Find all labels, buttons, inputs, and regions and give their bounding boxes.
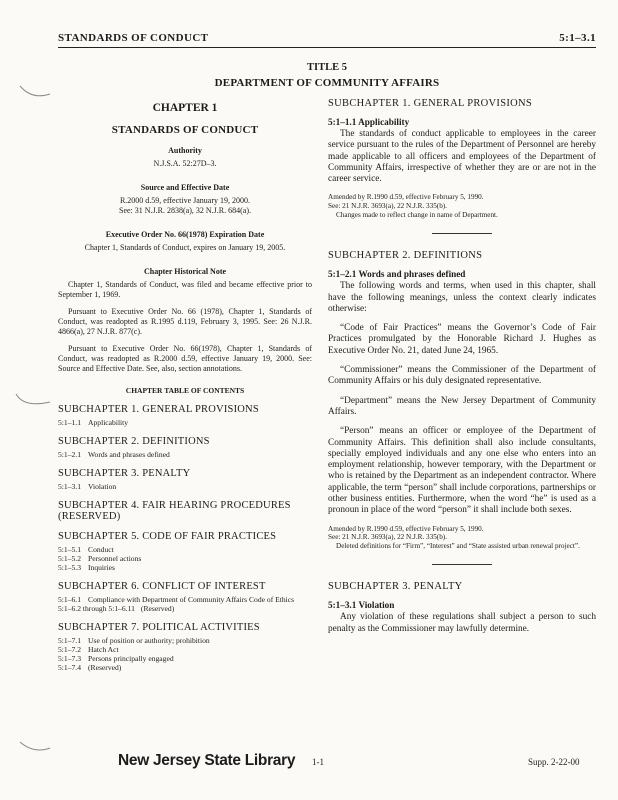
toc-entry (58, 595, 312, 604)
toc-section-number: 5:1–7.1 (58, 636, 81, 645)
toc-subchapter-heading: SUBCHAPTER 3. PENALTY (58, 468, 191, 479)
amendment-note: Amended by R.1990 d.59, effective February 5, 1990. (328, 524, 484, 533)
historical-note-heading: Chapter Historical Note (143, 267, 227, 276)
toc-entry (58, 654, 312, 663)
subchapter-3-heading: SUBCHAPTER 3. PENALTY (328, 581, 463, 593)
authority-text: N.J.S.A. 52:27D–3. (153, 159, 217, 168)
toc-section-title: Compliance with Department of Community Affairs Code of Ethics (88, 595, 295, 604)
authority-heading: Authority (168, 146, 202, 155)
toc-entry (58, 450, 312, 459)
toc-subchapter-heading: SUBCHAPTER 2. DEFINITIONS (58, 436, 210, 447)
historical-note-paragraph: Pursuant to Executive Order No. 66 (1978), Chapter 1, Standards of Conduct, was readopted as R.1995 d.119, February 3, 1995. See: 26 N.J.R. 4866(a), 27 N.J.R. 877(c). (58, 307, 312, 336)
section-2-1-heading: 5:1–2.1 Words and phrases defined (328, 269, 466, 280)
amendment-note: See: 21 N.J.R. 3693(a), 22 N.J.R. 335(b). (328, 533, 447, 542)
section-divider (432, 564, 492, 565)
amendment-note: Changes made to reflect change in name of Department. (336, 210, 498, 219)
margin-mark (14, 392, 54, 412)
section-3-1-heading: 5:1–3.1 Violation (328, 600, 395, 611)
running-header-section: 5:1–3.1 (559, 32, 596, 44)
toc-section-title: Conduct (88, 545, 114, 554)
toc-section-number: 5:1–1.1 (58, 418, 81, 427)
amendment-note: Amended by R.1990 d.59, effective February 5, 1990. (328, 193, 484, 202)
toc-entry (58, 418, 312, 427)
subchapter-2-heading: SUBCHAPTER 2. DEFINITIONS (328, 250, 483, 262)
toc-section-number: 5:1–7.3 (58, 654, 81, 663)
exec-order-heading: Executive Order No. 66(1978) Expiration Date (105, 230, 265, 239)
source-line: See: 31 N.J.R. 2838(a), 32 N.J.R. 684(a). (119, 206, 251, 215)
toc-subchapter-heading: SUBCHAPTER 5. CODE OF FAIR PRACTICES (58, 531, 277, 542)
toc-section-number: 5:1–7.2 (58, 645, 81, 654)
section-1-1-heading: 5:1–1.1 Applicability (328, 117, 410, 127)
chapter-number: CHAPTER 1 (152, 102, 218, 114)
toc-entry (58, 636, 312, 645)
toc-section-number: 5:1–2.1 (58, 450, 81, 459)
section-3-1-body: Any violation of these regulations shall subject a person to such penalty as the Commissioner may lawfully determine. (328, 612, 596, 634)
chapter-title: STANDARDS OF CONDUCT (111, 124, 259, 136)
left-column (58, 98, 312, 672)
definition-paragraph: “Code of Fair Practices” means the Governor’s Code of Fair Practices promulgated by the Honorable Richard J. Hughes as Executive Order No. 21, dated June 24, 1965. (328, 323, 596, 356)
margin-mark (18, 82, 54, 102)
toc-section-title: (Reserved) (140, 604, 175, 613)
toc-entry (58, 482, 312, 491)
toc-section-title: Inquiries (88, 563, 115, 572)
definition-paragraph: “Commissioner” means the Commissioner of the Department of Community Affairs or his duly designated representative. (328, 365, 596, 387)
subchapter-1-heading: SUBCHAPTER 1. GENERAL PROVISIONS (328, 98, 533, 109)
historical-note-paragraph: Pursuant to Executive Order No. 66(1978), Chapter 1, Standards of Conduct, was readopted as R.2000 d.59, effective January 19, 2000. See: Source and Effective Date. See, also, section annotations. (58, 344, 312, 373)
toc-section-title: Hatch Act (88, 645, 119, 654)
amendment-note: See: 21 N.J.R. 3693(a), 22 N.J.R. 335(b). (328, 202, 447, 211)
toc-section-number: 5:1–3.1 (58, 482, 81, 491)
right-column (328, 98, 596, 643)
toc-section-title: Personnel actions (88, 554, 142, 563)
toc-entry (58, 545, 312, 554)
toc-subchapter-heading: SUBCHAPTER 7. POLITICAL ACTIVITIES (58, 622, 260, 633)
source-heading: Source and Effective Date (140, 183, 230, 192)
historical-note-paragraph: Chapter 1, Standards of Conduct, was filed and became effective prior to September 1, 1969. (58, 280, 312, 299)
title-number: TITLE 5 (307, 62, 347, 73)
toc-entry (58, 554, 312, 563)
supplement-date: Supp. 2-22-00 (528, 757, 580, 767)
definition-paragraph: “Person” means an officer or employee of the Department of Community Affairs. This definition shall also include consultants, specially employed individuals and any one else who enters into an employment relationship, however temporary, with the Department or who is retained by the Department as an independent contractor. Where applicable, the term “person” shall include corporations, partnerships or other business entities. Furthermore, when the word “he” is used as a pronoun in place of the word “person” it shall include both sexes. (328, 426, 596, 516)
table-of-contents (58, 404, 312, 672)
toc-entry (58, 663, 312, 672)
running-header-title: STANDARDS OF CONDUCT (58, 32, 209, 44)
toc-heading: CHAPTER TABLE OF CONTENTS (125, 386, 245, 395)
toc-entry (58, 563, 312, 572)
toc-entry (58, 604, 312, 613)
toc-section-title: Use of position or authority; prohibition (88, 636, 210, 645)
section-divider (432, 233, 492, 234)
toc-section-title: Violation (88, 482, 117, 491)
library-stamp: New Jersey State Library (118, 752, 296, 769)
definition-paragraph: The following words and terms, when used in this chapter, shall have the following meanings, unless the context clearly indicates otherwise: (328, 281, 596, 314)
running-header (58, 26, 596, 48)
page-number: 1-1 (312, 757, 324, 767)
toc-section-number: 5:1–5.1 (58, 545, 81, 554)
toc-subchapter-heading: SUBCHAPTER 6. CONFLICT OF INTEREST (58, 581, 266, 592)
amendment-note: Deleted definitions for “Firm”, “Interest” and “State assisted urban renewal project”. (336, 541, 580, 550)
toc-section-title: Words and phrases defined (88, 450, 170, 459)
toc-section-number: 5:1–6.2 through 5:1–6.11 (58, 604, 135, 613)
toc-section-number: 5:1–5.2 (58, 554, 81, 563)
section-1-1-body: The standards of conduct applicable to employees in the career service pursuant to the rules of the Department of Personnel are hereby made applicable to all officers and employees of the Department of Community Affairs, irrespective of whether they are or are not in the career service. (328, 129, 596, 185)
definition-paragraph: “Department” means the New Jersey Department of Community Affairs. (328, 395, 596, 417)
toc-subchapter-heading: SUBCHAPTER 1. GENERAL PROVISIONS (58, 404, 259, 415)
toc-subchapter-heading: SUBCHAPTER 4. FAIR HEARING PROCEDURES (RESERVED) (58, 500, 291, 522)
toc-section-title: (Reserved) (88, 663, 122, 672)
department-title: DEPARTMENT OF COMMUNITY AFFAIRS (214, 77, 440, 89)
source-line: R.2000 d.59, effective January 19, 2000. (119, 196, 251, 205)
toc-section-number: 5:1–6.1 (58, 595, 81, 604)
toc-section-number: 5:1–5.3 (58, 563, 81, 572)
toc-entry (58, 645, 312, 654)
toc-section-title: Applicability (88, 418, 129, 427)
margin-mark (18, 740, 54, 760)
exec-order-text: Chapter 1, Standards of Conduct, expires on January 19, 2005. (84, 243, 286, 252)
toc-section-number: 5:1–7.4 (58, 663, 81, 672)
toc-section-title: Persons principally engaged (88, 654, 174, 663)
